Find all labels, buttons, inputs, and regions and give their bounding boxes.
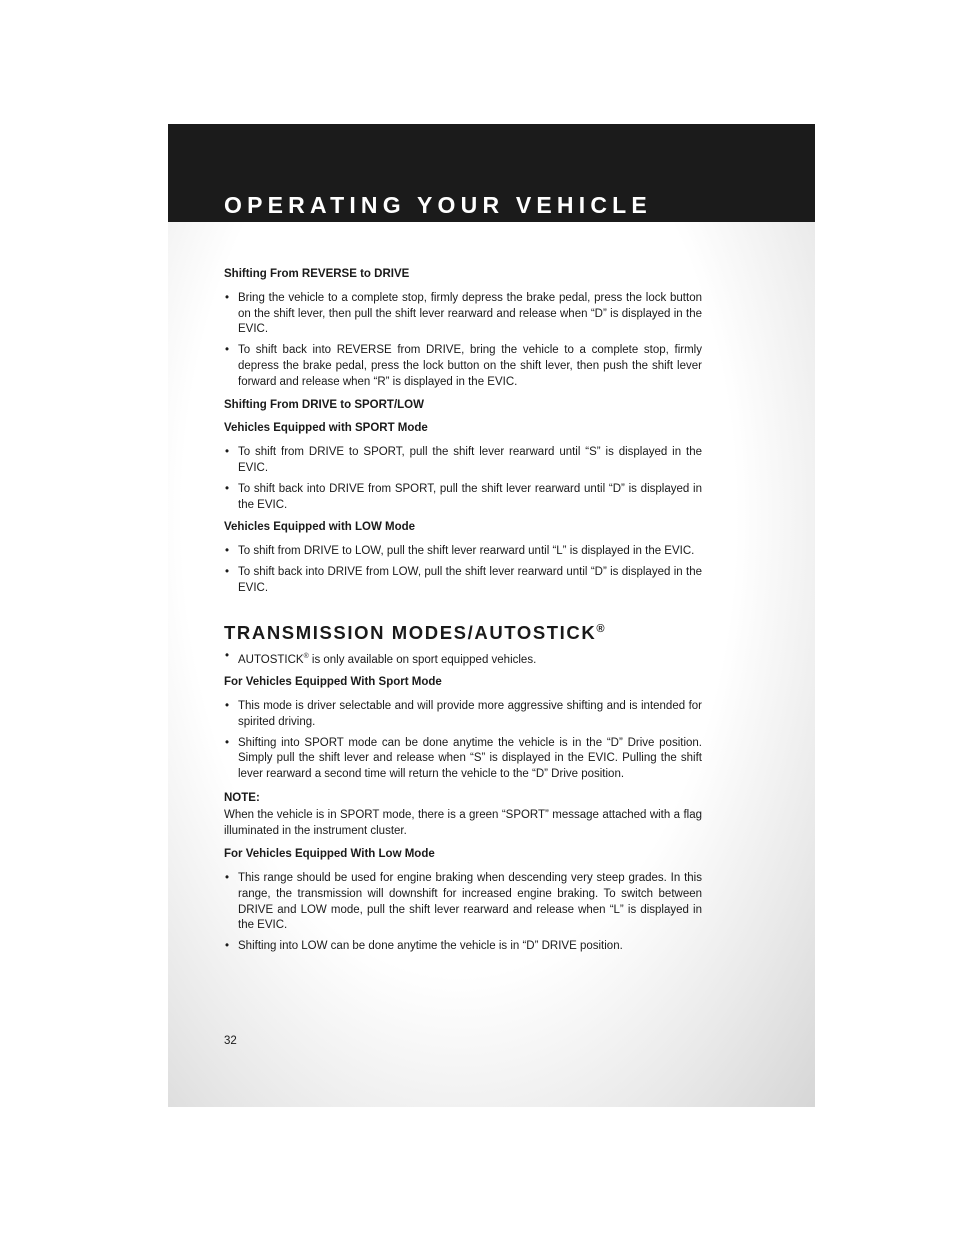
autostick-name: AUTOSTICK [238, 653, 304, 666]
bullet-list-reverse-to-drive [224, 291, 702, 391]
subheading-reverse-to-drive: Shifting From REVERSE to DRIVE [224, 268, 410, 280]
list-item: • Bring the vehicle to a complete stop, firmly depress the brake pedal, press the lock button on the shift lever, then pull the shift lever rearward and release when “D” is displayed in the EVIC. [224, 291, 702, 338]
list-item: • To shift back into DRIVE from LOW, pull the shift lever rearward until “D” is displayed in the EVIC. [224, 565, 702, 597]
list-item: • To shift back into REVERSE from DRIVE, bring the vehicle to a complete stop, firmly depress the brake pedal, press the lock button on the shift lever, then push the shift lever forward and release when “R” is displayed in the EVIC. [224, 343, 702, 390]
list-item: • Shifting into SPORT mode can be done anytime the vehicle is in the “D” Drive position. Simply pull the shift lever and release when “S” is displayed in the EVIC. Pulling the shift lever rearward a second time will return the vehicle to the “D” Drive position. [224, 736, 702, 783]
bullet-list-low-equipped [224, 871, 702, 955]
list-item: • To shift from DRIVE to LOW, pull the shift lever rearward until “L” is displayed in the EVIC. [224, 544, 702, 560]
list-item [224, 649, 702, 669]
list-item: • To shift back into DRIVE from SPORT, pull the shift lever rearward until “D” is displayed in the EVIC. [224, 482, 702, 514]
subheading-low-equipped: For Vehicles Equipped With Low Mode [224, 848, 435, 861]
note-text: When the vehicle is in SPORT mode, there is a green “SPORT” message attached with a flag illuminated in the instrument cluster. [224, 808, 702, 837]
bullet-list-sport-mode [224, 445, 702, 513]
page-title: OPERATING YOUR VEHICLE [224, 192, 652, 218]
subheading-sport-equipped: For Vehicles Equipped With Sport Mode [224, 676, 442, 689]
subheading-drive-to-sport-low: Shifting From DRIVE to SPORT/LOW [224, 398, 424, 411]
bullet-list-low-mode [224, 544, 702, 596]
subheading-low-mode: Vehicles Equipped with LOW Mode [224, 521, 416, 534]
section-title-transmission-modes [224, 622, 702, 641]
page-number: 32 [224, 1035, 237, 1047]
header-bar [168, 124, 815, 222]
section-title-text: TRANSMISSION MODES/AUTOSTICK [224, 621, 597, 643]
registered-mark: ® [596, 622, 605, 635]
note-label: NOTE: [224, 791, 260, 804]
bullet-list-sport-equipped [224, 699, 702, 783]
list-item: • This mode is driver selectable and will provide more aggressive shifting and is intended for spirited driving. [224, 699, 702, 731]
registered-mark: ® [303, 652, 309, 660]
autostick-text: is only available on sport equipped vehicles. [308, 653, 537, 666]
bullet-list-autostick [224, 649, 702, 669]
list-item: • This range should be used for engine braking when descending very steep grades. In this range, the transmission will downshift for increased engine braking. To switch between DRIVE and LOW mode, pull the shift lever rearward and release when “L” is displayed in the EVIC. [224, 871, 702, 934]
page-panel [168, 124, 815, 1107]
content-column [224, 267, 702, 962]
list-item: • Shifting into LOW can be done anytime the vehicle is in “D” DRIVE position. [224, 939, 702, 955]
list-item: • To shift from DRIVE to SPORT, pull the shift lever rearward until “S” is displayed in the EVIC. [224, 445, 702, 477]
subheading-sport-mode: Vehicles Equipped with SPORT Mode [224, 422, 428, 435]
